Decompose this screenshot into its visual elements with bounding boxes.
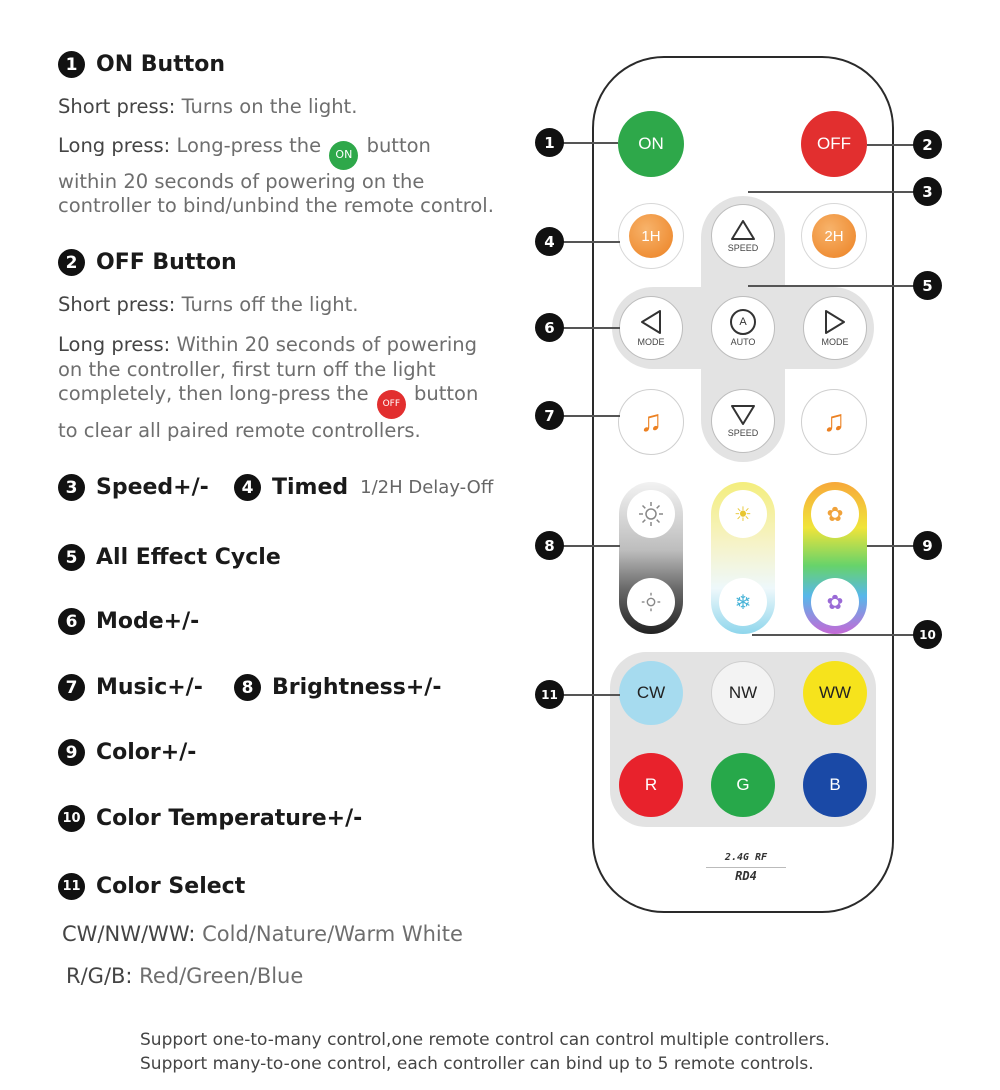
mode-label: MODE	[821, 337, 849, 347]
timed-heading	[234, 474, 493, 501]
off-button[interactable]: OFF	[801, 111, 867, 177]
speed-up-button[interactable]	[711, 204, 775, 268]
callout-line	[562, 142, 618, 144]
label: Short press:	[58, 95, 176, 118]
label: Short press:	[58, 293, 176, 316]
callout-9: 9	[913, 531, 942, 560]
label: CW/NW/WW:	[62, 922, 196, 946]
color-palette-cool-icon: ✿	[826, 590, 844, 614]
timer-2h-label: 2H	[812, 214, 856, 258]
off-button-heading	[58, 249, 237, 276]
red-button[interactable]: R	[619, 753, 683, 817]
color-temp-warm-icon[interactable]	[719, 490, 767, 538]
on-button[interactable]: ON	[618, 111, 684, 177]
number-badge: 7	[58, 674, 85, 701]
callout-2: 2	[913, 130, 942, 159]
on-inline-icon: ON	[329, 141, 358, 170]
color-temperature-slider[interactable]	[711, 482, 775, 634]
number-badge: 9	[58, 739, 85, 766]
callout-line	[562, 545, 620, 547]
rgb-select-text	[66, 964, 303, 989]
heading-subtext: 1/2H Delay-Off	[360, 477, 494, 498]
sun-small-icon	[639, 590, 663, 614]
color-temp-cool-icon[interactable]	[719, 578, 767, 626]
auto-cycle-icon: A	[730, 309, 756, 335]
text: button	[414, 382, 479, 405]
footer-line: Support one-to-many control,one remote control can control multiple controllers.	[140, 1030, 830, 1050]
music-heading	[58, 674, 203, 701]
color-prev-icon[interactable]	[811, 578, 859, 626]
callout-4: 4	[535, 227, 564, 256]
heading-text: Mode+/-	[96, 609, 200, 634]
number-badge: 3	[58, 474, 85, 501]
color-temperature-heading	[58, 805, 362, 832]
speed-label: SPEED	[727, 428, 759, 438]
on-short-press	[58, 95, 357, 120]
remote-brand	[706, 852, 786, 883]
green-button[interactable]: G	[711, 753, 775, 817]
speed-down-button[interactable]	[711, 389, 775, 453]
heading-text: OFF Button	[96, 250, 237, 275]
auto-label: AUTO	[730, 337, 756, 347]
callout-1: 1	[535, 128, 564, 157]
mode-prev-button[interactable]	[619, 296, 683, 360]
triangle-down-icon	[730, 404, 756, 426]
number-badge: 5	[58, 544, 85, 571]
callout-7: 7	[535, 401, 564, 430]
cw-button[interactable]: CW	[619, 661, 683, 725]
thermometer-sun-icon: ☀	[734, 502, 752, 526]
speed-heading	[58, 474, 209, 501]
auto-button[interactable]	[711, 296, 775, 360]
heading-text: Color+/-	[96, 740, 197, 765]
callout-line	[867, 545, 915, 547]
text: completely, then long-press the	[58, 382, 369, 405]
text: to clear all paired remote controllers.	[58, 418, 421, 442]
color-palette-warm-icon: ✿	[826, 502, 844, 526]
text: Turns on the light.	[175, 95, 358, 118]
mode-heading	[58, 608, 199, 635]
heading-text: Speed+/-	[96, 475, 209, 500]
heading-text: Brightness+/-	[272, 675, 442, 700]
text: button	[366, 134, 431, 157]
timer-2h-button[interactable]	[801, 203, 867, 269]
triangle-left-icon	[640, 309, 662, 335]
heading-text: Color Select	[96, 874, 246, 899]
off-inline-icon: OFF	[377, 390, 406, 419]
text: Turns off the light.	[175, 293, 359, 316]
number-badge: 10	[58, 805, 85, 832]
mode-label: MODE	[637, 337, 665, 347]
callout-11: 11	[535, 680, 564, 709]
triangle-up-icon	[730, 219, 756, 241]
speed-label: SPEED	[727, 243, 759, 253]
color-heading	[58, 739, 196, 766]
callout-line	[867, 144, 915, 146]
off-short-press	[58, 293, 358, 318]
heading-text: Timed	[272, 475, 349, 500]
callout-3: 3	[913, 177, 942, 206]
callout-line	[562, 241, 620, 243]
heading-text: ON Button	[96, 52, 226, 77]
text: on the controller, first turn off the light	[58, 357, 436, 381]
label: Long press:	[58, 333, 171, 356]
number-badge: 11	[58, 873, 85, 900]
footer-line: Support many-to-one control, each controller can bind up to 5 remote controls.	[140, 1054, 814, 1074]
callout-6: 6	[535, 313, 564, 342]
white-select-text	[62, 922, 463, 947]
text: within 20 seconds of powering on the	[58, 169, 425, 193]
callout-line	[752, 634, 916, 636]
rf-label: 2.4G RF	[724, 852, 768, 863]
callout-8: 8	[535, 531, 564, 560]
text: controller to bind/unbind the remote control.	[58, 194, 494, 218]
thermometer-cold-icon: ❄	[734, 590, 752, 614]
nw-button[interactable]: NW	[711, 661, 775, 725]
callout-line	[748, 285, 916, 287]
text: Long-press the	[170, 134, 322, 157]
callout-line	[562, 327, 620, 329]
callout-line	[562, 694, 620, 696]
effect-heading	[58, 544, 281, 571]
color-select-heading	[58, 873, 245, 900]
number-badge: 4	[234, 474, 261, 501]
music-down-button[interactable]	[618, 389, 684, 455]
footer-notes	[140, 1028, 830, 1076]
music-up-button[interactable]	[801, 389, 867, 455]
mode-next-button[interactable]	[803, 296, 867, 360]
ww-button[interactable]: WW	[803, 661, 867, 725]
callout-line	[748, 191, 916, 193]
heading-text: Music+/-	[96, 675, 203, 700]
brightness-up-icon[interactable]	[627, 490, 675, 538]
text: Red/Green/Blue	[132, 964, 304, 988]
off-long-press	[58, 333, 478, 443]
number-badge: 1	[58, 51, 85, 78]
brightness-heading	[234, 674, 441, 701]
label: R/G/B:	[66, 964, 133, 988]
number-badge: 8	[234, 674, 261, 701]
music-plus-icon: ♫	[822, 405, 846, 438]
label: Long press:	[58, 134, 171, 157]
text: Within 20 seconds of powering	[170, 333, 478, 356]
on-button-heading	[58, 51, 225, 78]
music-minus-icon: ♫	[639, 405, 663, 438]
heading-text: Color Temperature+/-	[96, 806, 363, 831]
timer-1h-label: 1H	[629, 214, 673, 258]
color-slider[interactable]	[803, 482, 867, 634]
color-next-icon[interactable]	[811, 490, 859, 538]
heading-text: All Effect Cycle	[96, 545, 281, 570]
timer-1h-button[interactable]	[618, 203, 684, 269]
brightness-slider[interactable]	[619, 482, 683, 634]
brightness-down-icon[interactable]	[627, 578, 675, 626]
blue-button[interactable]: B	[803, 753, 867, 817]
callout-line	[562, 415, 620, 417]
callout-10: 10	[913, 620, 942, 649]
sun-icon	[638, 501, 664, 527]
triangle-right-icon	[824, 309, 846, 335]
number-badge: 2	[58, 249, 85, 276]
model-label: RD4	[706, 867, 786, 883]
on-long-press	[58, 134, 494, 219]
callout-5: 5	[913, 271, 942, 300]
text: Cold/Nature/Warm White	[195, 922, 463, 946]
number-badge: 6	[58, 608, 85, 635]
